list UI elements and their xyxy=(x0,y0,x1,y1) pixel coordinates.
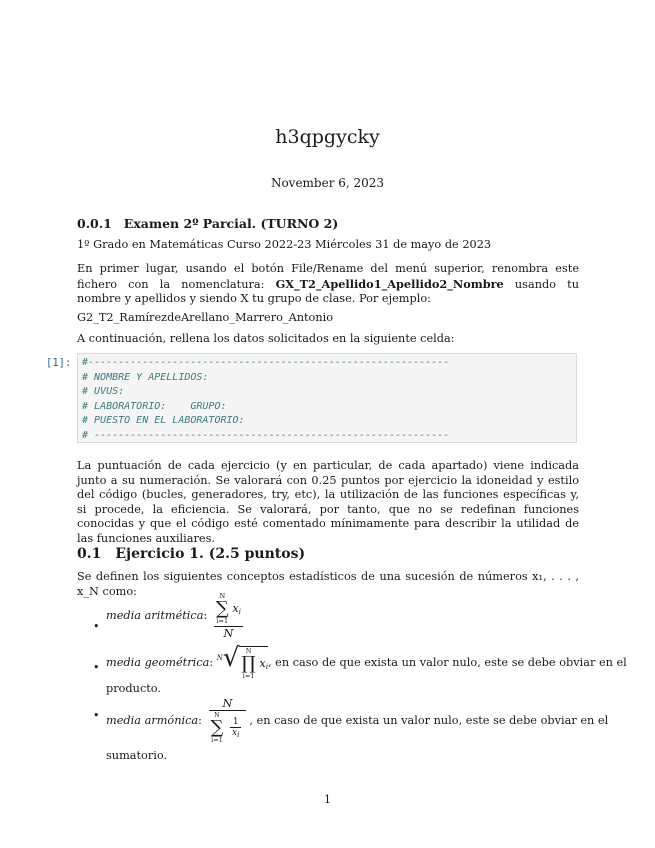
section-title: Ejercicio 1. (2.5 puntos) xyxy=(115,546,306,562)
cell-prompt: [1]: xyxy=(46,357,72,369)
list-item-geometric-mean: media geométrica: $^N$√ N ∏ i=1 $x_i$, en caso de que exista un valor nulo, este se debe obviar en el xyxy=(106,643,627,680)
code-line: #------------------------------------------------------------ xyxy=(82,357,450,368)
formula-arithmetic-mean: N ∑ i=1 $x_i$ N xyxy=(215,592,241,640)
section-title: Examen 2º Parcial. (TURNO 2) xyxy=(123,216,339,231)
document-title: h3qpgycky xyxy=(275,126,380,148)
bullet: • xyxy=(93,620,100,633)
document-date: November 6, 2023 xyxy=(270,176,385,190)
section-number: 0.1 xyxy=(77,546,102,562)
code-line: # PUESTO EN EL LABORATORIO: xyxy=(82,415,245,426)
bullet: • xyxy=(93,709,100,722)
list-item-arithmetic-mean: media aritmética: N ∑ i=1 $x_i$ N xyxy=(106,592,241,640)
term-label: media geométrica xyxy=(106,655,210,669)
term-tail: , en caso de que exista un valor nulo, este se debe obviar en el xyxy=(267,655,627,669)
code-line: # NOMBRE Y APELLIDOS: xyxy=(82,371,209,383)
code-line: # UVUS: xyxy=(82,386,125,397)
term-label: media armónica xyxy=(106,714,199,727)
term-label: media aritmética xyxy=(106,609,204,622)
rename-text-start: En primer lugar, usando el botón File/Rename del menú superior, renombra este fichero con la nomenclatura: xyxy=(77,262,579,291)
filename-example: G2_T2_RamírezdeArellano_Marrero_Antonio xyxy=(77,311,334,324)
fill-data-instruction: A continuación, rellena los datos solicitados en la siguiente celda: xyxy=(77,332,455,345)
rename-text-end: usando tu nombre y apellidos y siendo X tu grupo de clase. Por ejemplo: xyxy=(77,277,579,306)
grading-paragraph: La puntuación de cada ejercicio (y en particular, de cada apartado) viene indicada junto a su numeración. Se valorará con 0.25 puntos por ejercicio la idoneidad y estilo del código (bucles, generadores, try, etc), la utilización de las funciones específicas y, si procede, la eficiencia. Se valorará, por tanto, que no se redefinan funciones conocidas y que el código esté comentado mínimamente para describir la utilidad de las funciones auxiliares. xyxy=(77,459,579,545)
section-heading-exercise-1 xyxy=(77,546,305,562)
formula-harmonic-mean: N N ∑ i=1 $\frac{1}{x_i}$ xyxy=(209,697,247,745)
term-tail: , en caso de que exista un valor nulo, este se debe obviar en el xyxy=(249,714,609,727)
list-item-harmonic-mean: media armónica: N N ∑ i=1 $\frac{1}{x_i}$ , en caso de que exista un valor nulo, este se debe obviar en el xyxy=(106,697,609,744)
term-tail-continuation: sumatorio. xyxy=(106,749,168,762)
code-line: # LABORATORIO: GRUPO: xyxy=(82,400,227,412)
formula-geometric-mean: $^N$√ N ∏ i=1 $x_i$ xyxy=(216,643,268,680)
section-number: 0.0.1 xyxy=(77,216,112,231)
code-line: # ----------------------------------------------------------- xyxy=(82,429,450,441)
filename-pattern: GX_T2_Apellido1_Apellido2_Nombre xyxy=(275,276,504,291)
rename-instructions xyxy=(77,262,579,307)
definitions-intro: Se definen los siguientes conceptos estadísticos de una sucesión de números x₁, . . . , x_N como: xyxy=(77,570,579,598)
bullet: • xyxy=(93,661,100,674)
course-line: 1º Grado en Matemáticas Curso 2022-23 Miércoles 31 de mayo de 2023 xyxy=(77,238,492,251)
term-tail-continuation: producto. xyxy=(106,682,162,695)
page-number: 1 xyxy=(324,793,331,806)
code-cell-content[interactable] xyxy=(82,356,449,443)
section-heading-exam xyxy=(77,216,338,231)
